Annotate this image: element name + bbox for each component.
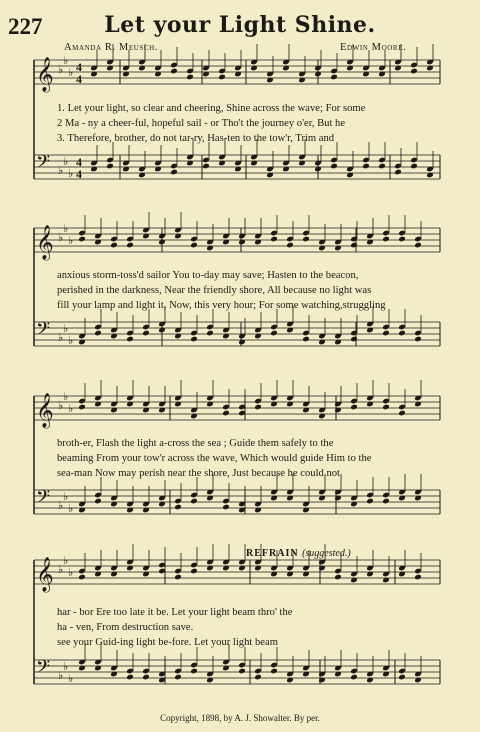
flat-icon: ♭ xyxy=(58,165,64,177)
note-head xyxy=(222,410,230,417)
bass-clef-icon: 𝄢 xyxy=(36,657,51,682)
copyright-notice: Copyright, 1898, by A. J. Showalter. By per. xyxy=(160,713,320,723)
note-head xyxy=(410,68,418,75)
note-head xyxy=(174,674,182,681)
flat-icon: ♭ xyxy=(63,491,69,503)
note-head xyxy=(126,674,134,681)
note-head xyxy=(78,404,86,411)
flat-icon: ♭ xyxy=(68,567,74,579)
treble-clef-icon: 𝄞 xyxy=(36,393,54,428)
note-head xyxy=(142,330,150,337)
time-signature: 4 xyxy=(76,155,82,169)
hymn-title: Let your Light Shine. xyxy=(104,12,376,38)
note-head xyxy=(330,74,338,81)
note-head xyxy=(190,242,198,249)
flat-icon: ♭ xyxy=(58,400,64,412)
refrain-label xyxy=(246,548,351,559)
lyric-line: sea-man Now may perish near the shore, Just because he could not xyxy=(57,468,341,479)
treble-clef-icon: 𝄞 xyxy=(36,557,54,592)
flat-icon: ♭ xyxy=(68,403,74,415)
lyric-line: fill your lamp and light it, Now, this very hour; For some watching,struggling xyxy=(57,300,386,311)
note-head xyxy=(302,236,310,243)
flat-icon: ♭ xyxy=(63,323,69,335)
flat-icon: ♭ xyxy=(68,335,74,347)
flat-icon: ♭ xyxy=(58,564,64,576)
note-head xyxy=(174,574,182,581)
note-head xyxy=(254,404,262,411)
note-head xyxy=(378,163,386,170)
note-head xyxy=(78,574,86,581)
composer-credit: Edwin Moore. xyxy=(340,42,407,53)
flat-icon: ♭ xyxy=(63,55,69,67)
flat-icon: ♭ xyxy=(68,67,74,79)
note-head xyxy=(190,668,198,675)
note-head xyxy=(218,74,226,81)
note-head xyxy=(350,404,358,411)
note-head xyxy=(190,498,198,505)
note-head xyxy=(302,336,310,343)
note-head xyxy=(142,674,150,681)
note-head xyxy=(190,336,198,343)
note-head xyxy=(414,574,422,581)
note-head xyxy=(334,574,342,581)
treble-clef-icon: 𝄞 xyxy=(36,57,54,92)
note-head xyxy=(106,163,114,170)
lyricist-credit: Amanda R. Meusch. xyxy=(64,42,159,53)
time-signature: 4 xyxy=(76,60,82,74)
lyric-line: har - bor Ere too late it be. Let your light beam thro' the xyxy=(57,607,293,618)
refrain-title: REFRAIN xyxy=(246,548,299,559)
note-head xyxy=(174,504,182,511)
flat-icon: ♭ xyxy=(68,168,74,180)
note-head xyxy=(270,330,278,337)
note-head xyxy=(398,236,406,243)
flat-icon: ♭ xyxy=(58,670,64,682)
note-head xyxy=(382,404,390,411)
refrain-note: (suggested.) xyxy=(302,548,351,559)
note-head xyxy=(382,236,390,243)
note-head xyxy=(350,242,358,249)
note-head xyxy=(126,336,134,343)
flat-icon: ♭ xyxy=(63,555,69,567)
note-head xyxy=(414,336,422,343)
lyric-line: see your Guid-ing light be-fore. Let your light beam xyxy=(57,637,278,648)
note-head xyxy=(170,169,178,176)
flat-icon: ♭ xyxy=(63,661,69,673)
note-head xyxy=(270,236,278,243)
note-head xyxy=(206,330,214,337)
bass-clef-icon: 𝄢 xyxy=(36,319,51,344)
hymn-number: 227 xyxy=(8,14,43,39)
note-head xyxy=(126,242,134,249)
note-head xyxy=(286,242,294,249)
lyric-line: perished in the darkness, Near the friendly shore, All because no light was xyxy=(57,285,372,296)
lyric-line: 2 Ma - ny a cheer-ful, hopeful sail - or Tho't the journey o'er, But he xyxy=(57,118,346,129)
note-head xyxy=(254,674,262,681)
lyric-line: ha - ven, From destruction save. xyxy=(57,622,194,633)
note-head xyxy=(170,68,178,75)
flat-icon: ♭ xyxy=(63,156,69,168)
note-head xyxy=(414,242,422,249)
note-head xyxy=(186,74,194,81)
flat-icon: ♭ xyxy=(58,232,64,244)
lyric-line: beaming From your tow'r across the wave, Which would guide Him to the xyxy=(57,453,372,464)
flat-icon: ♭ xyxy=(58,500,64,512)
note-head xyxy=(94,498,102,505)
flat-icon: ♭ xyxy=(58,64,64,76)
note-head xyxy=(350,336,358,343)
note-head xyxy=(222,504,230,511)
note-head xyxy=(382,498,390,505)
note-head xyxy=(410,163,418,170)
note-head xyxy=(398,330,406,337)
lyric-line: 3. Therefore, brother, do not tar-ry, Has-ten to the tow'r, Trim and xyxy=(57,133,335,144)
lyric-line: 1. Let your light, so clear and cheering, Shine across the wave; For some xyxy=(57,103,366,114)
note-head xyxy=(382,330,390,337)
flat-icon: ♭ xyxy=(58,332,64,344)
bass-clef-icon: 𝄢 xyxy=(36,152,51,177)
note-head xyxy=(110,242,118,249)
note-head xyxy=(78,236,86,243)
note-head xyxy=(398,674,406,681)
lyric-line: broth-er, Flash the light a-cross the sea ; Guide them safely to the xyxy=(57,438,334,449)
note-head xyxy=(202,163,210,170)
flat-icon: ♭ xyxy=(63,223,69,235)
bass-clef-icon: 𝄢 xyxy=(36,487,51,512)
note-head xyxy=(270,668,278,675)
note-head xyxy=(190,568,198,575)
note-head xyxy=(94,330,102,337)
note-head xyxy=(238,668,246,675)
flat-icon: ♭ xyxy=(68,503,74,515)
treble-clef-icon: 𝄞 xyxy=(36,225,54,260)
flat-icon: ♭ xyxy=(63,391,69,403)
lyric-line: anxious storm-toss'd sailor You to-day may save; Hasten to the beacon, xyxy=(57,270,359,281)
note-head xyxy=(394,169,402,176)
flat-icon: ♭ xyxy=(68,673,74,685)
note-head xyxy=(350,674,358,681)
note-head xyxy=(398,410,406,417)
note-head xyxy=(330,163,338,170)
note-head xyxy=(366,498,374,505)
note-head xyxy=(362,163,370,170)
flat-icon: ♭ xyxy=(68,235,74,247)
time-signature: 4 xyxy=(76,72,82,86)
time-signature: 4 xyxy=(76,167,82,181)
